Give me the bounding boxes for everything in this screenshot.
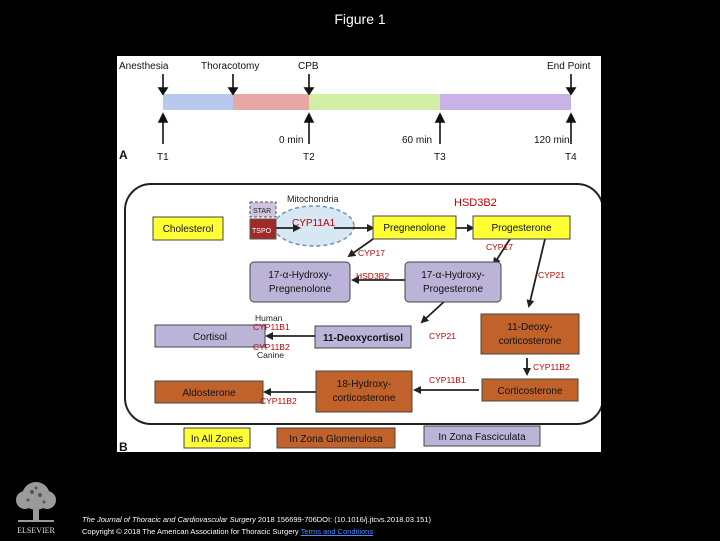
time-point-t2: T2 bbox=[303, 152, 315, 163]
node-doc-line2: corticosterone bbox=[498, 336, 562, 347]
figure-svg bbox=[117, 56, 601, 452]
legend-fasciculata-label: In Zona Fasciculata bbox=[438, 432, 526, 443]
legend-fasciculata bbox=[424, 426, 540, 446]
minute-120: 120 min bbox=[534, 135, 570, 146]
node-18oh-corticosterone bbox=[316, 371, 412, 412]
legend-glomerulosa-label: In Zona Glomerulosa bbox=[289, 434, 383, 445]
node-deoxycortisol bbox=[315, 326, 411, 348]
node-17oh-prog-line2: Progesterone bbox=[422, 284, 484, 295]
legend-all-zones-label: In All Zones bbox=[190, 434, 244, 445]
node-deoxycortisol-label: 11-Deoxycortisol bbox=[322, 333, 404, 344]
legend bbox=[184, 426, 540, 448]
event-thoracotomy: Thoracotomy bbox=[201, 61, 260, 72]
tspo-label: TSPO bbox=[252, 228, 272, 235]
panel-b-label: B bbox=[119, 440, 128, 452]
minute-60: 60 min bbox=[402, 135, 433, 146]
species-human: Human bbox=[255, 313, 283, 323]
node-17oh-preg-line2: Pregnenolone bbox=[268, 284, 332, 295]
node-pregnenolone bbox=[373, 216, 456, 239]
citation-line-1 bbox=[82, 514, 431, 526]
event-end-point: End Point bbox=[547, 61, 591, 72]
node-corticosterone bbox=[482, 379, 578, 401]
time-point-t1: T1 bbox=[157, 152, 169, 163]
node-17oh-prog-line1: 17-α-Hydroxy- bbox=[421, 270, 485, 281]
elsevier-logo bbox=[6, 478, 66, 536]
node-18oh-line2: corticosterone bbox=[332, 393, 396, 404]
enzyme-cyp21-b: CYP21 bbox=[429, 331, 456, 341]
elsevier-tree-icon bbox=[6, 478, 66, 536]
enzyme-cyp21-a: CYP21 bbox=[538, 270, 565, 280]
minute-0: 0 min bbox=[279, 135, 304, 146]
node-17oh-preg-line1: 17-α-Hydroxy- bbox=[268, 270, 332, 281]
enzyme-hsd3b2-mid: HSD3B2 bbox=[356, 271, 390, 281]
time-point-t4: T4 bbox=[565, 152, 577, 163]
phase-bar-cpb bbox=[309, 94, 440, 110]
panel-a-label: A bbox=[119, 148, 128, 162]
figure-image bbox=[117, 56, 601, 452]
journal-name: The Journal of Thoracic and Cardiovascular Surgery bbox=[82, 515, 256, 524]
enzyme-cyp11b2-a: CYP11B2 bbox=[253, 342, 290, 352]
enzyme-cyp17-a: CYP17 bbox=[358, 248, 385, 258]
event-anesthesia: Anesthesia bbox=[119, 61, 169, 72]
node-progesterone-label: Progesterone bbox=[491, 223, 552, 234]
node-cholesterol bbox=[153, 217, 223, 240]
enzyme-cyp11b2-b: CYP11B2 bbox=[260, 396, 297, 406]
node-cortisol-label: Cortisol bbox=[193, 332, 227, 343]
node-aldosterone-label: Aldosterone bbox=[182, 388, 236, 399]
enzyme-cyp11b2-c: CYP11B2 bbox=[533, 362, 570, 372]
node-doc-line1: 11-Deoxy- bbox=[507, 322, 553, 333]
phase-bar-anesthesia bbox=[163, 94, 233, 110]
phase-bar-thoracotomy bbox=[233, 94, 309, 110]
star-label: STAR bbox=[253, 208, 272, 215]
node-progesterone bbox=[473, 216, 570, 239]
node-pregnenolone-label: Pregnenolone bbox=[383, 223, 446, 234]
event-cpb: CPB bbox=[298, 61, 319, 72]
node-corticosterone-label: Corticosterone bbox=[497, 386, 563, 397]
timeline-panel bbox=[119, 61, 591, 163]
legend-glomerulosa bbox=[277, 428, 395, 448]
enzyme-cyp11b1-a: CYP11B1 bbox=[253, 322, 290, 332]
elsevier-wordmark: ELSEVIER bbox=[17, 526, 55, 535]
citation-line-2 bbox=[82, 526, 431, 538]
node-17oh-pregnenolone bbox=[250, 262, 350, 302]
citation-details: 2018 156699-706DOI: (10.1016/j.jtcvs.2018.03.151) bbox=[255, 515, 431, 524]
species-canine: Canine bbox=[257, 350, 284, 360]
node-deoxycorticosterone bbox=[481, 314, 579, 354]
phase-bar-post bbox=[440, 94, 571, 110]
hsd3b2-top-label: HSD3B2 bbox=[454, 197, 497, 209]
node-17oh-progesterone bbox=[405, 262, 501, 302]
figure-title: Figure 1 bbox=[334, 11, 386, 27]
copyright-text: Copyright © 2018 The American Association for Thoracic Surgery bbox=[82, 527, 301, 536]
enzyme-cyp11b1-b: CYP11B1 bbox=[429, 375, 466, 385]
time-point-t3: T3 bbox=[434, 152, 446, 163]
mitochondria-label: Mitochondria bbox=[287, 194, 339, 204]
cyp11a1-label: CYP11A1 bbox=[292, 218, 336, 229]
node-cholesterol-label: Cholesterol bbox=[162, 224, 214, 235]
legend-all-zones bbox=[184, 428, 250, 448]
node-aldosterone bbox=[155, 381, 263, 403]
enzyme-cyp17-b: CYP17 bbox=[486, 242, 513, 252]
citation bbox=[82, 514, 431, 538]
node-cortisol bbox=[155, 325, 265, 347]
pathway-panel bbox=[119, 184, 601, 452]
terms-link[interactable]: Terms and Conditions bbox=[300, 527, 374, 536]
node-18oh-line1: 18-Hydroxy- bbox=[336, 379, 392, 390]
